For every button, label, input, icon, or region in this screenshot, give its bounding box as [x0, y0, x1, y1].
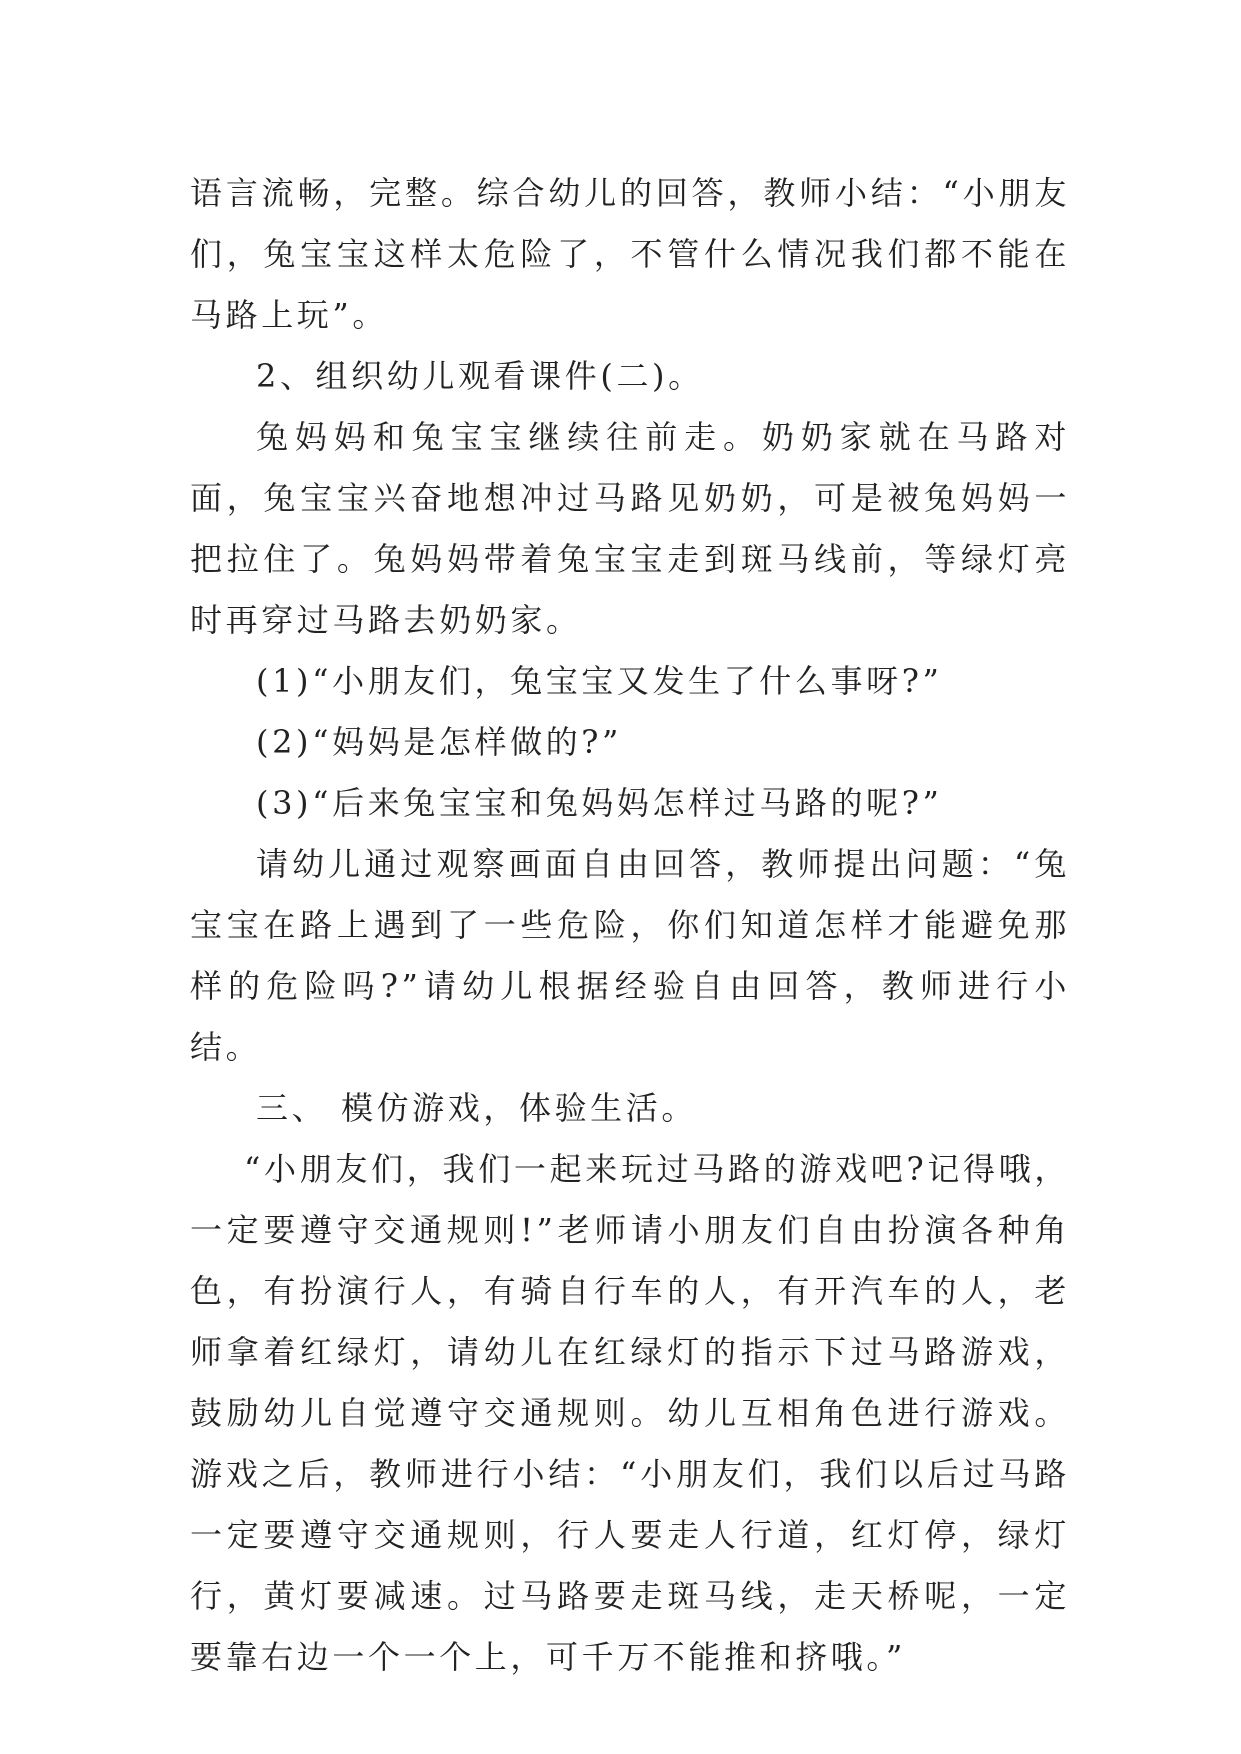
document-body: [190, 163, 1070, 1688]
paragraph-story-courseware-2: 兔妈妈和兔宝宝继续往前走。奶奶家就在马路对面，兔宝宝兴奋地想冲过马路见奶奶，可是被兔妈妈一把拉住了。兔妈妈带着兔宝宝走到斑马线前，等绿灯亮时再穿过马路去奶奶家。: [190, 418, 1070, 639]
paragraph-section-3-heading: 三、 模仿游戏，体验生活。: [256, 1089, 697, 1127]
paragraph-game-description: “小朋友们，我们一起来玩过马路的游戏吧?记得哦，一定要遵守交通规则!”老师请小朋友们自由扮演各种角色，有扮演行人，有骑自行车的人，有开汽车的人，老师拿着红绿灯，请幼儿在红绿灯的指示下过马路游戏，鼓励幼儿自觉遵守交通规则。幼儿互相角色进行游戏。游戏之后，教师进行小结：“小朋友们，我们以后过马路一定要遵守交通规则，行人要走人行道，红灯停，绿灯行，黄灯要减速。过马路要走斑马线，走天桥呢，一定要靠右边一个一个上，可千万不能推和挤哦。”: [190, 1150, 1070, 1676]
paragraph-step-2-heading: 2、组织幼儿观看课件(二)。: [256, 357, 704, 395]
paragraph-question-3: (3)“后来兔宝宝和兔妈妈怎样过马路的呢?”: [256, 784, 943, 822]
paragraph-continued-summary: 语言流畅，完整。综合幼儿的回答，教师小结：“小朋友们，兔宝宝这样太危险了，不管什么情况我们都不能在马路上玩”。: [190, 174, 1070, 334]
paragraph-question-1: (1)“小朋友们，兔宝宝又发生了什么事呀?”: [256, 662, 943, 700]
paragraph-free-answer: 请幼儿通过观察画面自由回答，教师提出问题：“兔宝宝在路上遇到了一些危险，你们知道怎样才能避免那样的危险吗?”请幼儿根据经验自由回答，教师进行小结。: [190, 845, 1070, 1066]
paragraph-question-2: (2)“妈妈是怎样做的?”: [256, 723, 623, 761]
